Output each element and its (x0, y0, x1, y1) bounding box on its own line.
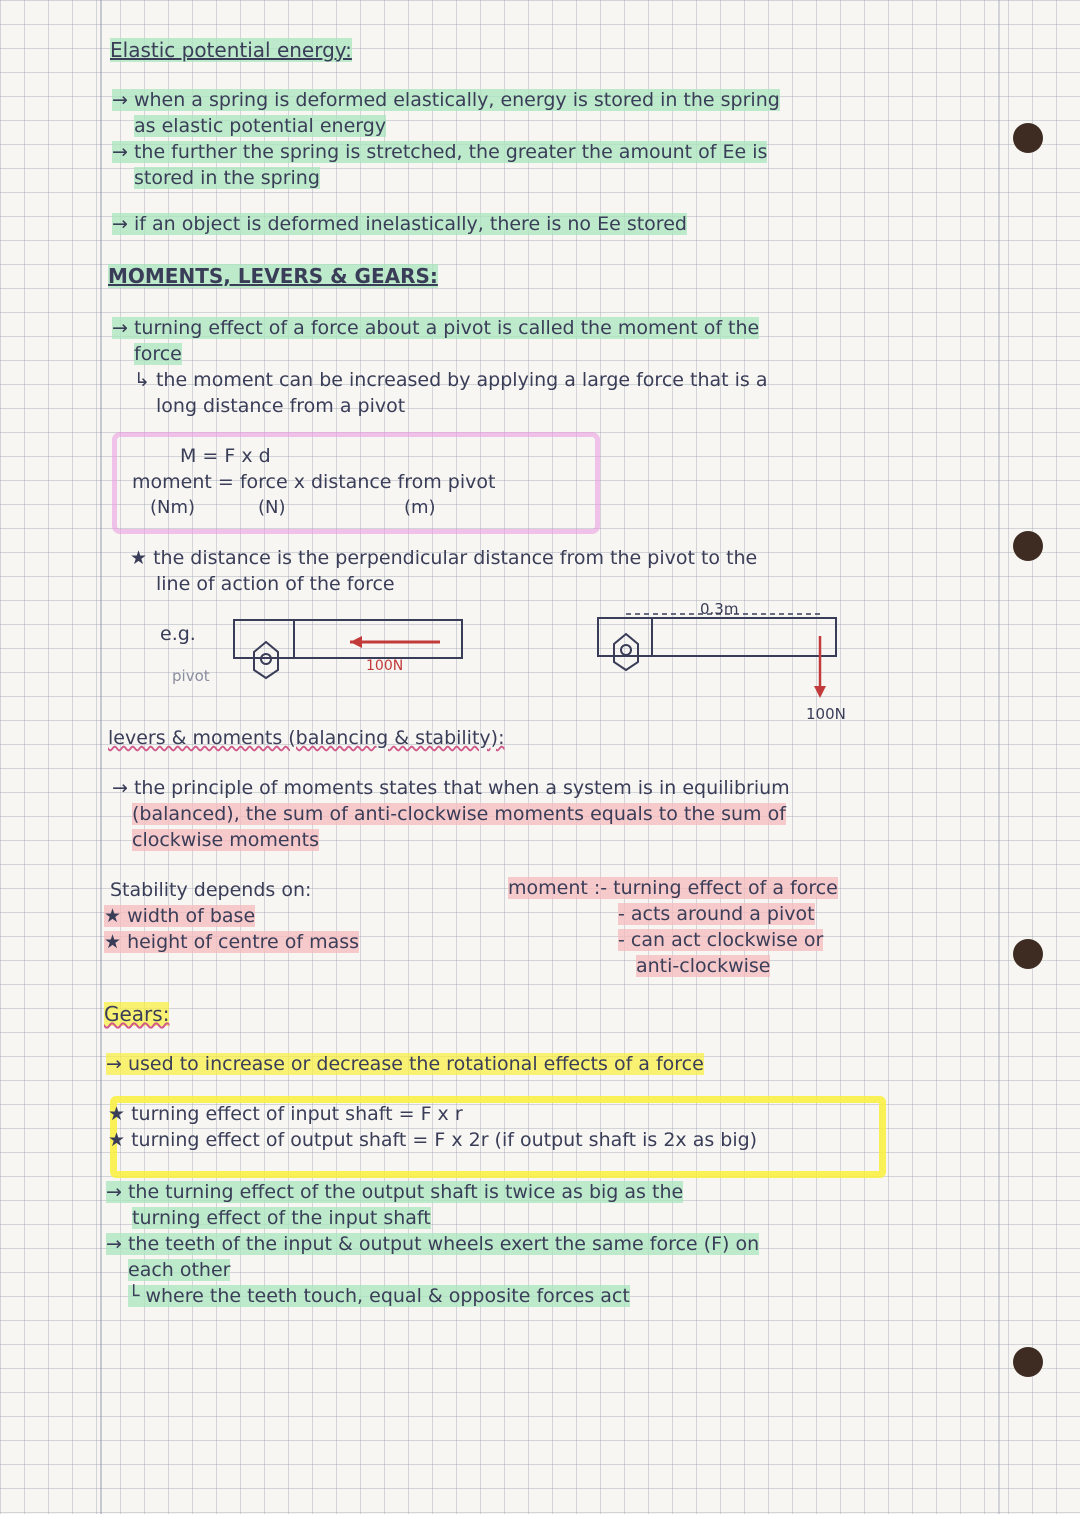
force-label-1: 100N (366, 658, 404, 674)
distance-label: 0.3m (700, 600, 739, 618)
pivot-nut-icon (614, 634, 638, 670)
moment-definition-3: - can act clockwise or (618, 929, 824, 951)
lever-bar (598, 618, 836, 656)
gears-line-4: → the teeth of the input & output wheels exert the same force (F) on (106, 1233, 760, 1255)
lever-diagram-1 (230, 612, 470, 686)
perpendicular-note-1: ★ the distance is the perpendicular distance from the pivot to the (130, 547, 758, 569)
lever-diagram-2 (594, 606, 844, 706)
moment-definition-2: - acts around a pivot (618, 903, 815, 925)
unit-moment: (Nm) (150, 497, 196, 518)
output-shaft-formula: ★ turning effect of output shaft = F x 2r (if output shaft is 2x as big) (108, 1129, 758, 1151)
elastic-heading: Elastic potential energy: (110, 38, 352, 62)
elastic-line-5: → if an object is deformed inelastically, there is no Ee stored (112, 213, 687, 235)
input-shaft-formula: ★ turning effect of input shaft = F x r (108, 1103, 463, 1125)
punch-hole (1013, 1347, 1043, 1377)
perpendicular-note-2: line of action of the force (156, 573, 395, 595)
levers-line-3: clockwise moments (132, 829, 319, 851)
moments-heading: MOMENTS, LEVERS & GEARS: (108, 264, 438, 288)
pivot-bracket (234, 620, 294, 658)
lever-bar (234, 620, 462, 658)
pivot-label: pivot (172, 667, 210, 685)
pivot-bracket (598, 618, 652, 656)
moments-line-4: long distance from a pivot (156, 395, 406, 417)
moments-line-1: → turning effect of a force about a pivot is called the moment of the (112, 317, 760, 339)
levers-line-2: (balanced), the sum of anti-clockwise moments equals to the sum of (132, 803, 786, 825)
elastic-line-4: stored in the spring (134, 167, 320, 189)
levers-heading: levers & moments (balancing & stability): (108, 727, 505, 749)
stability-heading: Stability depends on: (110, 879, 312, 901)
right-margin-line (998, 0, 1000, 1514)
moments-line-3: ↳ the moment can be increased by applying a large force that is a (134, 369, 768, 391)
gears-line-3: turning effect of the input shaft (132, 1207, 431, 1229)
unit-force: (N) (258, 497, 286, 518)
elastic-line-3: → the further the spring is stretched, the greater the amount of Ee is (112, 141, 768, 163)
punch-hole (1013, 939, 1043, 969)
punch-hole (1013, 123, 1043, 153)
levers-line-1: → the principle of moments states that when a system is in equilibrium (112, 777, 790, 799)
punch-hole (1013, 531, 1043, 561)
gears-line-5: each other (128, 1259, 231, 1281)
pivot-nut-icon (254, 642, 278, 678)
force-arrowhead-icon (350, 636, 362, 648)
moment-formula: M = F x d (180, 445, 271, 467)
gears-line-2: → the turning effect of the output shaft is twice as big as the (106, 1181, 684, 1203)
elastic-line-2: as elastic potential energy (134, 115, 387, 137)
moment-definition-1: moment :- turning effect of a force (508, 877, 838, 899)
moment-definition-4: anti-clockwise (636, 955, 771, 977)
force-label-2: 100N (806, 705, 846, 723)
unit-distance: (m) (404, 497, 436, 518)
force-arrowhead-icon (814, 686, 826, 698)
stability-item-2: ★ height of centre of mass (104, 931, 360, 953)
gears-line-6: └ where the teeth touch, equal & opposite forces act (128, 1285, 630, 1307)
gears-heading: Gears: (104, 1002, 170, 1026)
eg-label: e.g. (160, 623, 196, 645)
elastic-line-1: → when a spring is deformed elastically, energy is stored in the spring (112, 89, 780, 111)
pivot-point-icon (621, 645, 631, 655)
stability-item-1: ★ width of base (104, 905, 256, 927)
moment-formula-words: moment = force x distance from pivot (132, 471, 496, 493)
moments-line-2: force (134, 343, 182, 365)
gears-line-1: → used to increase or decrease the rotational effects of a force (106, 1053, 704, 1075)
margin-line (100, 0, 102, 1514)
